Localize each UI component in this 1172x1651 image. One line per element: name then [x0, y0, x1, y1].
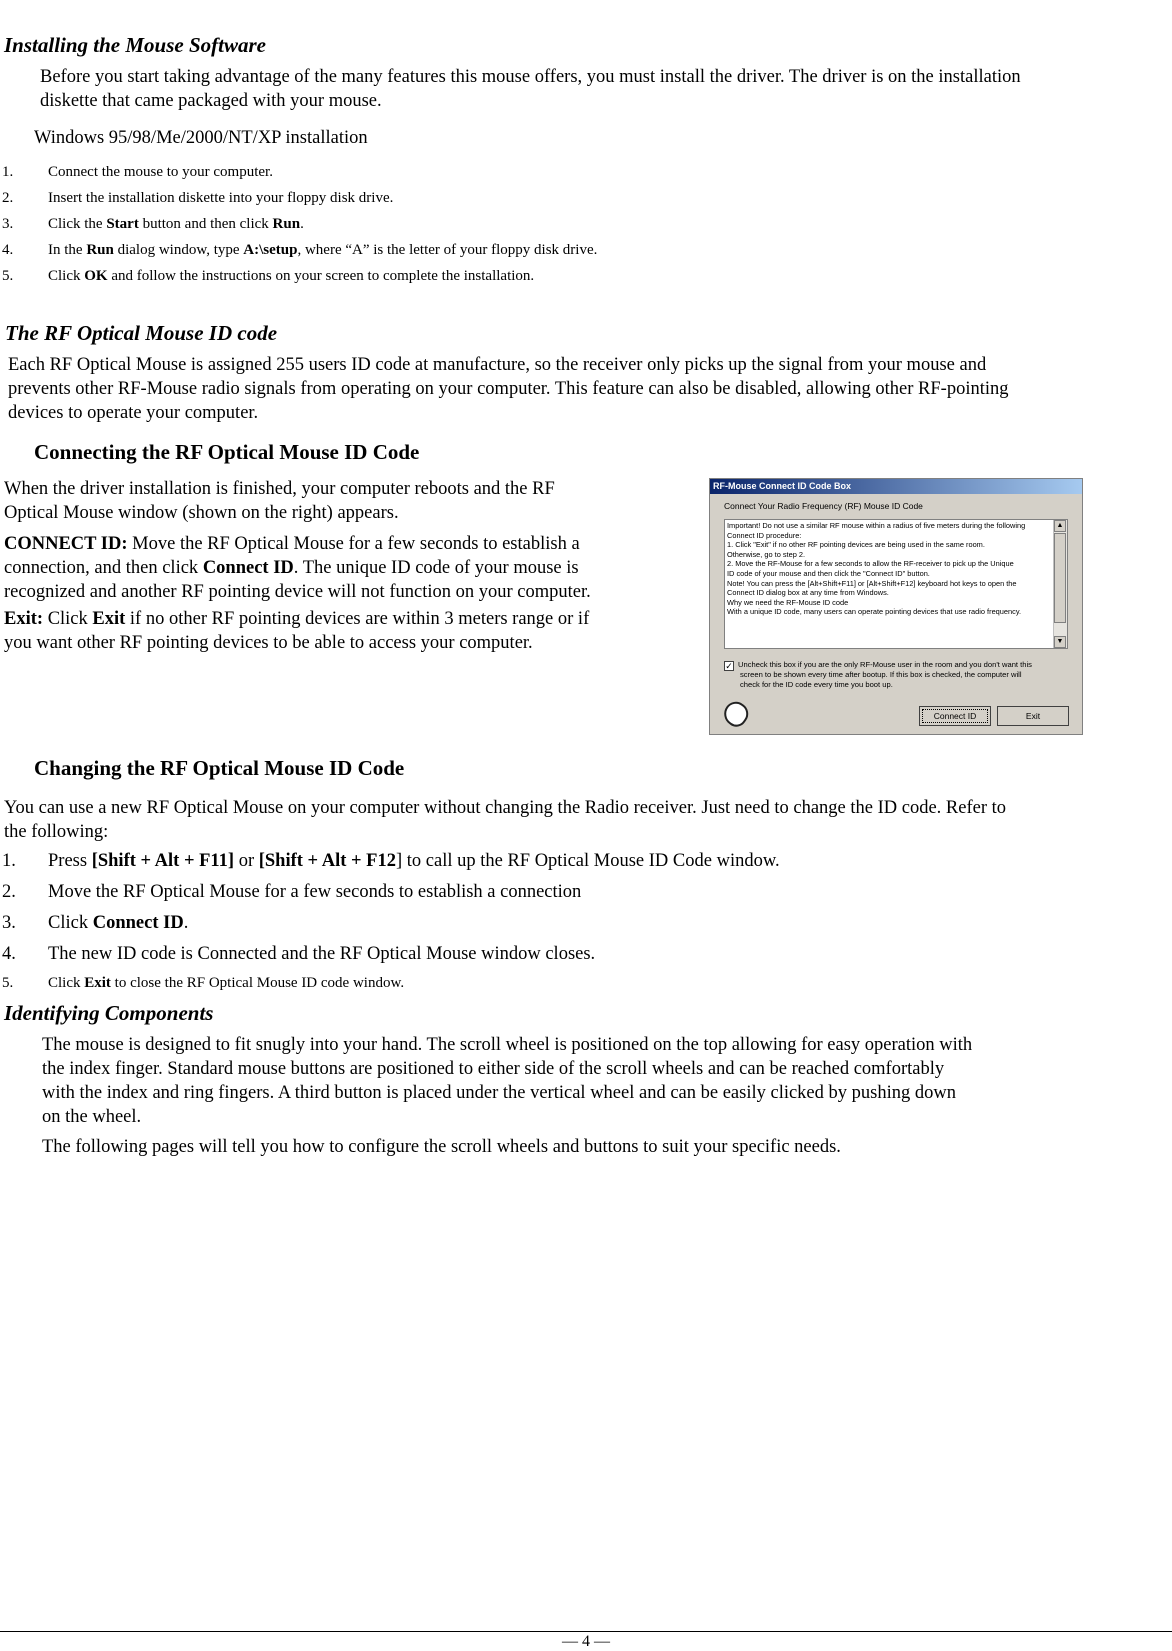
list-item: 4. In the Run dialog window, type A:\setup, where “A” is the letter of your floppy disk drive.: [2, 242, 598, 258]
list-item: 1. Connect the mouse to your computer.: [2, 164, 273, 180]
idcode-line: prevents other RF-Mouse radio signals from operating on your computer. This feature can also be disabled, allowing other RF-pointing: [8, 379, 1009, 399]
exit-para: Exit: Click Exit if no other RF pointing devices are within 3 meters range or if: [4, 609, 590, 629]
section-heading-idcode: The RF Optical Mouse ID code: [5, 321, 278, 345]
list-item: 2. Insert the installation diskette into your floppy disk drive.: [2, 190, 394, 206]
section-heading-install: Installing the Mouse Software: [4, 33, 266, 57]
subheading-changing: Changing the RF Optical Mouse ID Code: [34, 756, 405, 780]
connect-id-button[interactable]: Connect ID: [919, 706, 991, 726]
scroll-down-icon[interactable]: ▼: [1054, 636, 1066, 648]
scrollbar[interactable]: [1053, 520, 1067, 648]
dialog-title: RF-Mouse Connect ID Code Box: [710, 479, 1082, 494]
info-line: With a unique ID code, many users can operate pointing devices that use radio frequency.: [727, 607, 1022, 617]
identifying-line: the index finger. Standard mouse buttons are positioned to either side of the scroll wheels and can be reached comfortably: [42, 1059, 945, 1079]
os-line: Windows 95/98/Me/2000/NT/XP installation: [34, 128, 368, 148]
exit-button[interactable]: Exit: [997, 706, 1069, 726]
info-line: Connect ID procedure:: [727, 530, 802, 540]
identifying-text: [42, 1033, 972, 1159]
checkbox-label: [738, 660, 1058, 690]
changing-line: You can use a new RF Optical Mouse on your computer without changing the Radio receiver. Just need to change the ID code. Refer to: [4, 798, 1007, 818]
install-intro-line: Before you start taking advantage of the many features this mouse offers, you must install the driver. The driver is on the installation: [40, 67, 1021, 87]
dialog-info-box: [724, 519, 1068, 649]
subheading-connecting: Connecting the RF Optical Mouse ID Code: [34, 440, 420, 464]
idcode-paragraph: [8, 353, 1009, 425]
idcode-line: Each RF Optical Mouse is assigned 255 users ID code at manufacture, so the receiver only picks up the signal from your mouse and: [8, 355, 987, 375]
list-item: 3. Click the Start button and then click Run.: [2, 216, 304, 232]
mouse-icon: [719, 697, 752, 730]
connect-id-para: CONNECT ID: Move the RF Optical Mouse for a few seconds to establish a: [4, 534, 580, 554]
info-line: Connect ID dialog box at any time from Windows.: [727, 588, 889, 598]
checkbox-label-line: check for the ID code every time you boot up.: [740, 680, 893, 689]
connecting-text: [4, 477, 684, 655]
list-item: 2. Move the RF Optical Mouse for a few seconds to establish a connection: [2, 882, 582, 902]
changing-line: the following:: [4, 822, 109, 842]
idcode-line: devices to operate your computer.: [8, 403, 259, 423]
connecting-line: When the driver installation is finished, your computer reboots and the RF: [4, 479, 555, 499]
show-at-boot-checkbox[interactable]: ✓: [725, 661, 733, 671]
list-item: 5. Click Exit to close the RF Optical Mouse ID code window.: [2, 975, 405, 991]
dialog-subtitle: Connect Your Radio Frequency (RF) Mouse ID Code: [724, 501, 923, 511]
checkbox-label-line: screen to be shown every time after bootup. If this box is checked, the computer will: [740, 670, 1022, 679]
changing-steps: [2, 846, 780, 970]
info-line: Why we need the RF-Mouse ID code: [727, 597, 849, 607]
connecting-line: connection, and then click Connect ID. The unique ID code of your mouse is: [4, 558, 579, 578]
install-steps: [2, 159, 597, 289]
connecting-line: recognized and another RF pointing device will not function on your computer.: [4, 582, 591, 602]
identifying-line: The following pages will tell you how to configure the scroll wheels and buttons to suit your specific needs.: [42, 1137, 841, 1157]
connecting-line: Optical Mouse window (shown on the right) appears.: [4, 503, 399, 523]
connecting-line: you want other RF pointing devices to be able to access your computer.: [4, 633, 533, 653]
install-intro: [40, 65, 1021, 113]
info-line: Otherwise, go to step 2.: [727, 549, 806, 559]
footer-rule: [0, 1631, 1172, 1632]
changing-intro: [4, 796, 1006, 844]
info-line: Important! Do not use a similar RF mouse within a radius of five meters during the following: [727, 521, 1026, 530]
info-line: 1. Click "Exit" if no other RF pointing devices are being used in the same room.: [727, 540, 985, 550]
identifying-line: on the wheel.: [42, 1107, 142, 1127]
scroll-thumb[interactable]: [1054, 533, 1066, 623]
info-line: 2. Move the RF-Mouse for a few seconds to allow the RF-receiver to pick up the Unique: [727, 559, 1014, 569]
scroll-up-icon[interactable]: ▲: [1054, 520, 1066, 532]
section-heading-identifying: Identifying Components: [4, 1001, 214, 1025]
identifying-line: with the index and ring fingers. A third button is placed under the vertical wheel and can be easily clicked by pushing down: [42, 1083, 956, 1103]
info-line: ID code of your mouse and then click the "Connect ID" button.: [727, 568, 930, 578]
list-item: 5. Click OK and follow the instructions on your screen to complete the installation.: [2, 268, 535, 284]
info-line: Note! You can press the [Alt+Shift+F11] or [Alt+Shift+F12] keyboard hot keys to open the: [727, 578, 1017, 588]
list-item: 4. The new ID code is Connected and the RF Optical Mouse window closes.: [2, 944, 596, 964]
list-item: 1. Press [Shift + Alt + F11] or [Shift + Alt + F12] to call up the RF Optical Mouse ID Code window.: [2, 851, 780, 871]
list-item: 3. Click Connect ID.: [2, 913, 189, 933]
page-number: — 4 —: [562, 1633, 610, 1650]
identifying-line: The mouse is designed to fit snugly into your hand. The scroll wheel is positioned on the top allowing for easy operation with: [42, 1035, 973, 1055]
rf-mouse-dialog: [709, 478, 1083, 735]
install-intro-line: diskette that came packaged with your mouse.: [40, 91, 382, 111]
checkbox-label-line: Uncheck this box if you are the only RF-Mouse user in the room and you don't want this: [738, 660, 1032, 669]
